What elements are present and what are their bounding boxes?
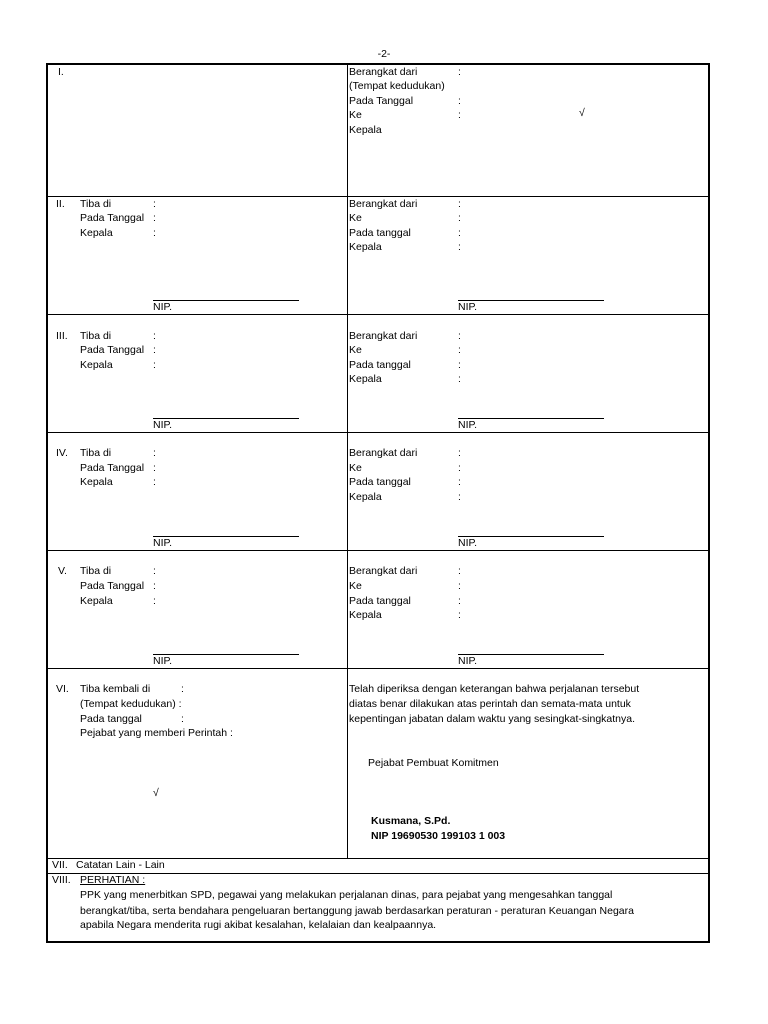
signature-line (458, 654, 604, 655)
label-nip: NIP. (458, 301, 478, 313)
row-divider (48, 314, 708, 315)
colon: : (458, 212, 461, 224)
label-pada-tanggal: Pada Tanggal (80, 462, 145, 474)
colon: : (458, 330, 461, 342)
label-kepala: Kepala (349, 241, 382, 253)
section-number-2: II. (56, 198, 65, 210)
colon: : (458, 491, 461, 503)
verification-statement-line-3: kepentingan jabatan dalam waktu yang sesingkat-singkatnya. (349, 713, 636, 725)
colon: : (458, 227, 461, 239)
check-mark-icon: √ (153, 787, 159, 799)
label-tiba-kembali: Tiba kembali di (80, 683, 151, 695)
colon: : (458, 565, 461, 577)
label-berangkat-dari: Berangkat dari (349, 565, 418, 577)
label-kepala: Kepala (349, 124, 382, 136)
label-pada-tanggal: Pada tanggal (349, 227, 411, 239)
colon: : (458, 447, 461, 459)
colon: : (458, 109, 461, 121)
verification-statement-line-1: Telah diperiksa dengan keterangan bahwa perjalanan tersebut (349, 683, 640, 695)
signature-line (153, 300, 299, 301)
label-pada-tanggal: Pada tanggal (80, 713, 142, 725)
colon: : (153, 595, 156, 607)
label-ke: Ke (349, 580, 362, 592)
label-pada-tanggal: Pada tanggal (349, 476, 411, 488)
perhatian-heading: PERHATIAN : (80, 874, 146, 886)
row-divider (48, 668, 708, 669)
section-number-1: I. (58, 66, 64, 78)
verification-statement-line-2: diatas benar dilakukan atas perintah dan semata-mata untuk (349, 698, 631, 710)
perhatian-text-line-1: PPK yang menerbitkan SPD, pegawai yang melakukan perjalanan dinas, para pejabat yang mengesahkan tanggal (80, 889, 613, 901)
colon: : (458, 95, 461, 107)
label-pada-tanggal: Pada Tanggal (349, 95, 414, 107)
label-kepala: Kepala (80, 359, 113, 371)
colon: : (458, 609, 461, 621)
colon: : (153, 359, 156, 371)
label-ke: Ke (349, 462, 362, 474)
section-number-5: V. (58, 565, 67, 577)
colon: : (153, 580, 156, 592)
section-number-8: VIII. (52, 874, 71, 886)
colon: : (458, 373, 461, 385)
ppk-title: Pejabat Pembuat Komitmen (368, 757, 499, 769)
colon: : (153, 212, 156, 224)
page-number: -2- (377, 48, 391, 60)
colon: : (153, 565, 156, 577)
signature-line (153, 654, 299, 655)
check-mark-icon: √ (579, 107, 585, 119)
label-kepala: Kepala (349, 491, 382, 503)
colon: : (181, 713, 184, 725)
label-pada-tanggal: Pada tanggal (349, 595, 411, 607)
label-berangkat-dari: Berangkat dari (349, 66, 418, 78)
colon: : (181, 683, 184, 695)
signature-line (458, 418, 604, 419)
colon: : (153, 344, 156, 356)
colon: : (458, 241, 461, 253)
label-pada-tanggal: Pada Tanggal (80, 212, 145, 224)
colon: : (458, 66, 461, 78)
label-berangkat-dari: Berangkat dari (349, 198, 418, 210)
label-kepala: Kepala (80, 595, 113, 607)
colon: : (458, 595, 461, 607)
row-divider (48, 550, 708, 551)
catatan-lain-label: Catatan Lain - Lain (76, 859, 165, 871)
label-tiba-di: Tiba di (80, 447, 112, 459)
label-ke: Ke (349, 109, 362, 121)
ppk-nip: NIP 19690530 199103 1 003 (371, 830, 506, 842)
label-pada-tanggal: Pada tanggal (349, 359, 411, 371)
label-nip: NIP. (153, 301, 173, 313)
label-nip: NIP. (458, 419, 478, 431)
label-nip: NIP. (153, 419, 173, 431)
colon: : (458, 344, 461, 356)
colon: : (458, 462, 461, 474)
colon: : (153, 462, 156, 474)
label-kepala: Kepala (80, 476, 113, 488)
colon: : (153, 198, 156, 210)
perhatian-text-line-3: apabila Negara menderita rugi akibat kesalahan, kelalaian dan kealpaannya. (80, 919, 437, 931)
section-number-4: IV. (56, 447, 68, 459)
travel-form-table (46, 63, 710, 943)
label-pada-tanggal: Pada Tanggal (80, 580, 145, 592)
label-kepala: Kepala (80, 227, 113, 239)
label-nip: NIP. (153, 655, 173, 667)
label-nip: NIP. (458, 655, 478, 667)
label-nip: NIP. (153, 537, 173, 549)
colon: : (153, 227, 156, 239)
section-number-7: VII. (52, 859, 68, 871)
colon: : (458, 359, 461, 371)
label-ke: Ke (349, 344, 362, 356)
colon: : (458, 198, 461, 210)
signature-line (153, 418, 299, 419)
row-divider (48, 432, 708, 433)
column-divider (347, 65, 348, 858)
label-tempat-kedudukan: (Tempat kedudukan) (349, 80, 445, 92)
colon: : (153, 476, 156, 488)
ppk-name: Kusmana, S.Pd. (371, 815, 451, 827)
label-tiba-di: Tiba di (80, 565, 112, 577)
label-kepala: Kepala (349, 373, 382, 385)
label-tempat-kedudukan: (Tempat kedudukan) : (80, 698, 182, 710)
colon: : (153, 447, 156, 459)
label-pejabat-pemberi-perintah: Pejabat yang memberi Perintah : (80, 727, 233, 739)
label-ke: Ke (349, 212, 362, 224)
perhatian-text-line-2: berangkat/tiba, serta bendahara pengeluaran bertanggung jawab berdasarkan peraturan - peraturan Keuangan Negara (80, 905, 634, 917)
signature-line (458, 300, 604, 301)
signature-line (458, 536, 604, 537)
label-tiba-di: Tiba di (80, 198, 112, 210)
signature-line (153, 536, 299, 537)
colon: : (458, 580, 461, 592)
label-kepala: Kepala (349, 609, 382, 621)
colon: : (458, 476, 461, 488)
label-nip: NIP. (458, 537, 478, 549)
row-divider (48, 873, 708, 874)
label-berangkat-dari: Berangkat dari (349, 447, 418, 459)
section-number-3: III. (56, 330, 68, 342)
colon: : (153, 330, 156, 342)
label-berangkat-dari: Berangkat dari (349, 330, 418, 342)
label-tiba-di: Tiba di (80, 330, 112, 342)
section-number-6: VI. (56, 683, 69, 695)
label-pada-tanggal: Pada Tanggal (80, 344, 145, 356)
